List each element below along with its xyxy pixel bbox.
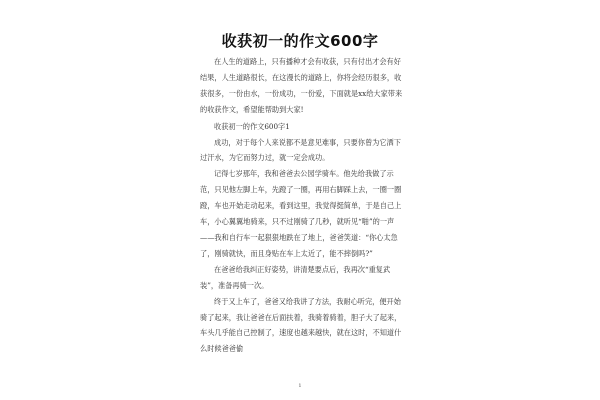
body-paragraph-1: 成功，对于每个人来说都不是意见难事，只要你曾为它洒下过汗水，为它而努力过，就一定会成功。: [200, 137, 401, 163]
document-title: 收获初一的作文600字: [221, 32, 379, 50]
section-heading: 收获初一的作文600字1: [214, 121, 290, 131]
body-paragraph-2: 记得七岁那年，我和爸爸去公园学骑车。他先给我做了示范，只见他左脚上车，先蹬了一圈，再用右脚踩上去，一圈一圈蹬，车也开始走动起来，看到这里，我觉得挺简单，于是自己上车，小心翼翼地骑来，只不过刚骑了几秒，就听见“啪”的一声——我和自行车一起狠狠地跌在了地上，爸爸笑道：“你心太急了，刚骑就快，而且身贴在车上太近了，能不摔倒吗?”: [200, 169, 402, 258]
document-body: [200, 54, 406, 357]
intro-paragraph: 在人生的道路上，只有播种才会有收获，只有付出才会有好结果，人生道路很长，在这漫长的道路上，你将会经历很多，收获很多，一份由水，一份成功，一份爱，下面就是xx给大家带来的收获作文，希望能帮助到大家!: [200, 57, 403, 114]
body-paragraph-3: 在爸爸给我纠正好姿势，讲清楚要点后，我再次“重复武装”，准备再骑一次。: [200, 264, 391, 290]
page-number: 1: [298, 383, 302, 389]
body-paragraph-4: 终于又上车了，爸爸又给我讲了方法，我耐心听完，便开始骑了起来，我让爸爸在后面扶着，我骑着骑着，胆子大了起来，车头几乎能自己控制了，速度也越来越快，就在这时，不知道什么时候爸爸偷: [200, 296, 402, 354]
